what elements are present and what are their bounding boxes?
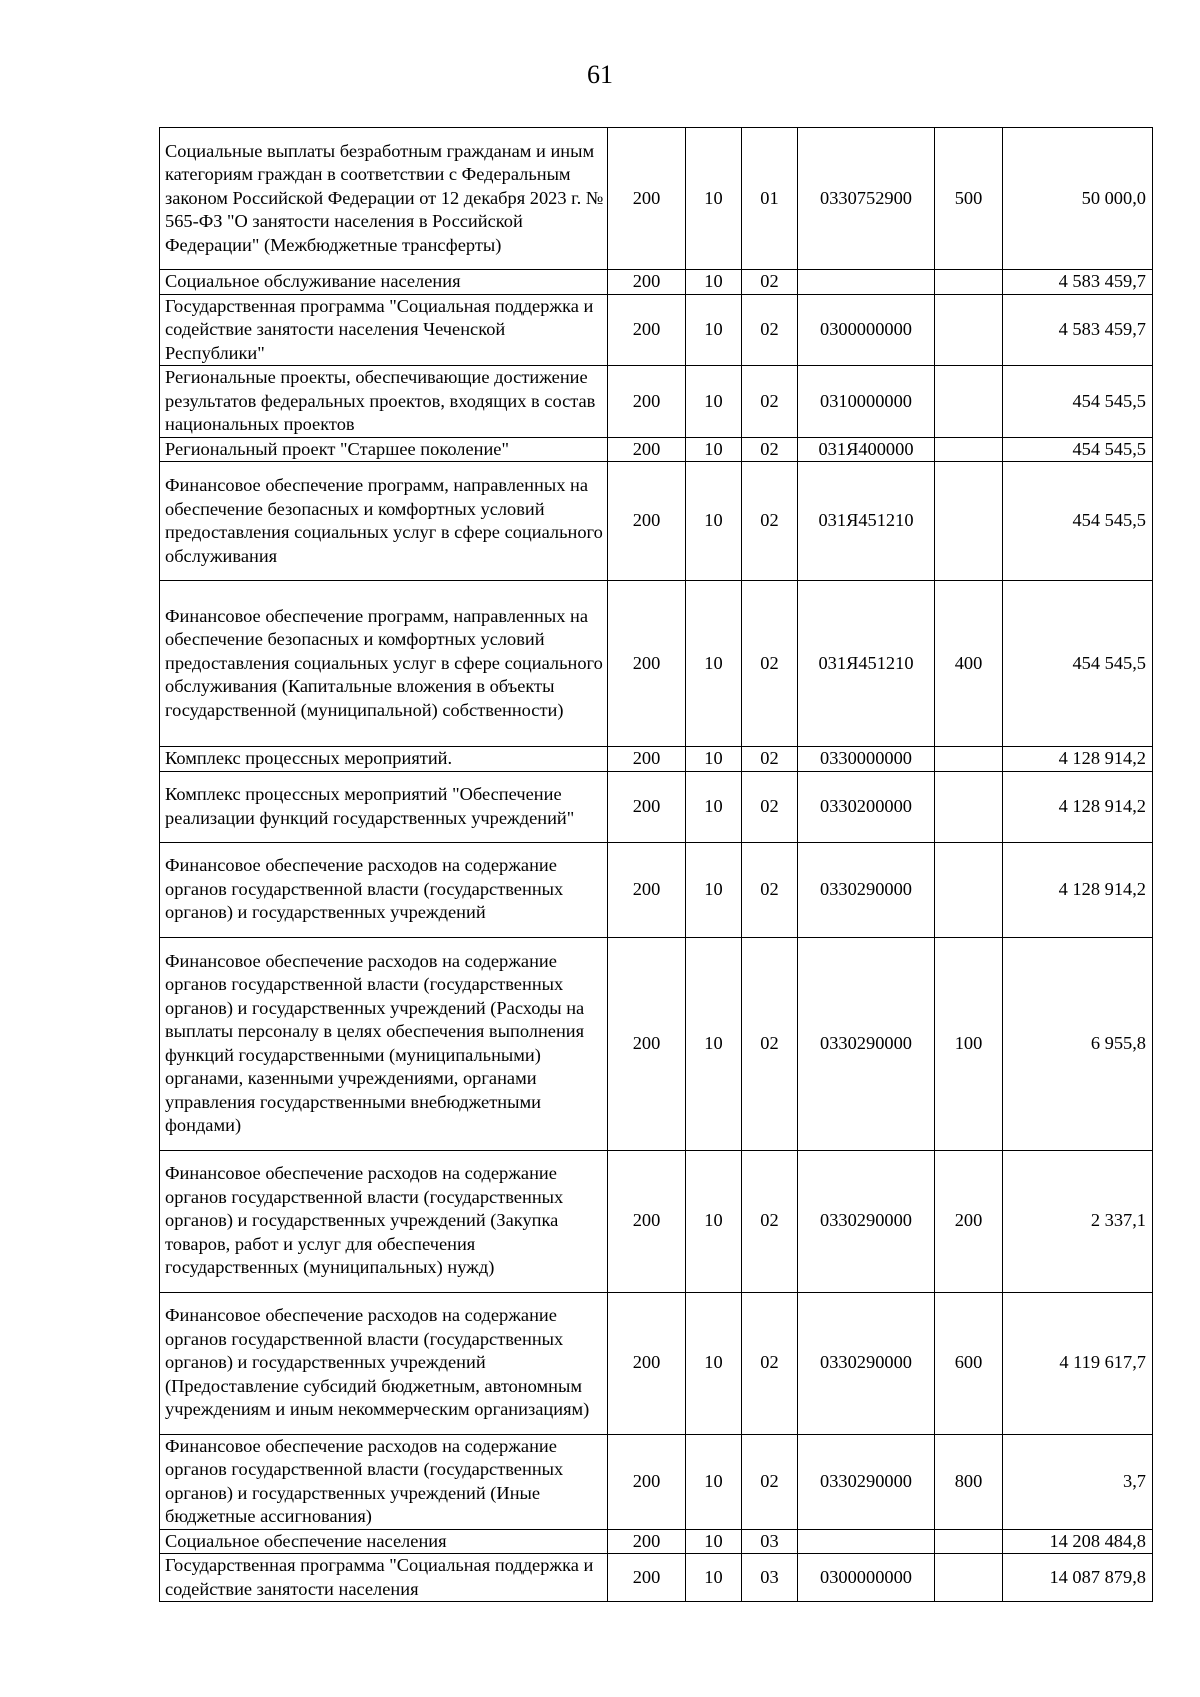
row-name: Финансовое обеспечение расходов на содержание органов государственной власти (государственных органов) и государственных учреждений: [160, 842, 608, 937]
row-target-article-code: 0330752900: [798, 128, 935, 270]
row-section-code: 10: [686, 937, 742, 1150]
row-target-article-code: 0300000000: [798, 1554, 935, 1602]
row-target-article-code: 0300000000: [798, 294, 935, 366]
row-target-article-code: 031Я451210: [798, 581, 935, 747]
row-amount: 6 955,8: [1003, 937, 1153, 1150]
table-row: [160, 294, 1153, 366]
row-name: Финансовое обеспечение расходов на содержание органов государственной власти (государственных органов) и государственных учреждений (Расходы на выплаты персоналу в целях обеспечения выполнения функций государственными (муниципальными) органами, казенными учреждениями, органами управления государственными внебюджетными фондами): [160, 937, 608, 1150]
row-grbs-code: 200: [608, 581, 686, 747]
row-grbs-code: 200: [608, 1150, 686, 1292]
row-subsection-code: 02: [742, 937, 798, 1150]
row-target-article-code: 0330290000: [798, 937, 935, 1150]
row-grbs-code: 200: [608, 1434, 686, 1529]
row-name: Финансовое обеспечение расходов на содержание органов государственной власти (государственных органов) и государственных учреждений (Закупка товаров, работ и услуг для обеспечения государственных (муниципальных) нужд): [160, 1150, 608, 1292]
table-row: [160, 937, 1153, 1150]
row-section-code: 10: [686, 366, 742, 438]
row-expense-type-code: 100: [935, 937, 1003, 1150]
row-name: Социальное обслуживание населения: [160, 270, 608, 295]
row-expense-type-code: [935, 294, 1003, 366]
row-grbs-code: 200: [608, 1292, 686, 1434]
row-grbs-code: 200: [608, 462, 686, 581]
table-row: [160, 771, 1153, 842]
row-target-article-code: 0330290000: [798, 842, 935, 937]
row-subsection-code: 02: [742, 270, 798, 295]
table-row: [160, 270, 1153, 295]
row-grbs-code: 200: [608, 366, 686, 438]
row-expense-type-code: 200: [935, 1150, 1003, 1292]
row-section-code: 10: [686, 437, 742, 462]
row-target-article-code: 0330200000: [798, 771, 935, 842]
row-section-code: 10: [686, 270, 742, 295]
row-subsection-code: 02: [742, 1150, 798, 1292]
row-target-article-code: 0330290000: [798, 1150, 935, 1292]
row-amount: 454 545,5: [1003, 366, 1153, 438]
row-grbs-code: 200: [608, 1554, 686, 1602]
row-name: Комплекс процессных мероприятий "Обеспечение реализации функций государственных учреждений": [160, 771, 608, 842]
table-row: [160, 462, 1153, 581]
row-subsection-code: 02: [742, 1292, 798, 1434]
row-amount: 4 583 459,7: [1003, 270, 1153, 295]
table-row: [160, 1529, 1153, 1554]
row-subsection-code: 02: [742, 747, 798, 772]
row-amount: 14 208 484,8: [1003, 1529, 1153, 1554]
row-expense-type-code: [935, 366, 1003, 438]
row-amount: 2 337,1: [1003, 1150, 1153, 1292]
row-name: Финансовое обеспечение расходов на содержание органов государственной власти (государственных органов) и государственных учреждений (Предоставление субсидий бюджетным, автономным учреждениям и иным некоммерческим организациям): [160, 1292, 608, 1434]
row-name: Финансовое обеспечение программ, направленных на обеспечение безопасных и комфортных условий предоставления социальных услуг в сфере социального обслуживания: [160, 462, 608, 581]
row-section-code: 10: [686, 1434, 742, 1529]
table-row: [160, 437, 1153, 462]
row-expense-type-code: 400: [935, 581, 1003, 747]
row-name: Региональный проект "Старшее поколение": [160, 437, 608, 462]
row-section-code: 10: [686, 294, 742, 366]
row-expense-type-code: [935, 1554, 1003, 1602]
table-row: [160, 1150, 1153, 1292]
row-amount: 454 545,5: [1003, 462, 1153, 581]
table-row: [160, 1292, 1153, 1434]
row-grbs-code: 200: [608, 437, 686, 462]
row-subsection-code: 02: [742, 1434, 798, 1529]
row-amount: 3,7: [1003, 1434, 1153, 1529]
row-target-article-code: 031Я400000: [798, 437, 935, 462]
row-grbs-code: 200: [608, 128, 686, 270]
row-section-code: 10: [686, 842, 742, 937]
row-amount: 4 583 459,7: [1003, 294, 1153, 366]
row-name: Государственная программа "Социальная поддержка и содействие занятости населения: [160, 1554, 608, 1602]
row-section-code: 10: [686, 462, 742, 581]
row-section-code: 10: [686, 1529, 742, 1554]
row-section-code: 10: [686, 1292, 742, 1434]
row-expense-type-code: 500: [935, 128, 1003, 270]
row-amount: 14 087 879,8: [1003, 1554, 1153, 1602]
row-expense-type-code: [935, 842, 1003, 937]
row-expense-type-code: 600: [935, 1292, 1003, 1434]
table-row: [160, 581, 1153, 747]
row-grbs-code: 200: [608, 747, 686, 772]
row-subsection-code: 01: [742, 128, 798, 270]
table-row: [160, 747, 1153, 772]
row-subsection-code: 02: [742, 842, 798, 937]
row-target-article-code: [798, 1529, 935, 1554]
row-amount: 4 119 617,7: [1003, 1292, 1153, 1434]
row-subsection-code: 03: [742, 1554, 798, 1602]
row-name: Финансовое обеспечение программ, направленных на обеспечение безопасных и комфортных условий предоставления социальных услуг в сфере социального обслуживания (Капитальные вложения в объекты государственной (муниципальной) собственности): [160, 581, 608, 747]
row-target-article-code: 0330000000: [798, 747, 935, 772]
row-amount: 4 128 914,2: [1003, 771, 1153, 842]
row-expense-type-code: 800: [935, 1434, 1003, 1529]
row-subsection-code: 02: [742, 581, 798, 747]
row-expense-type-code: [935, 1529, 1003, 1554]
row-name: Региональные проекты, обеспечивающие достижение результатов федеральных проектов, входящих в состав национальных проектов: [160, 366, 608, 438]
row-subsection-code: 03: [742, 1529, 798, 1554]
row-grbs-code: 200: [608, 270, 686, 295]
row-grbs-code: 200: [608, 294, 686, 366]
table-row: [160, 842, 1153, 937]
row-grbs-code: 200: [608, 937, 686, 1150]
table-row: [160, 1554, 1153, 1602]
row-expense-type-code: [935, 462, 1003, 581]
row-section-code: 10: [686, 771, 742, 842]
row-subsection-code: 02: [742, 437, 798, 462]
row-grbs-code: 200: [608, 771, 686, 842]
row-target-article-code: 0330290000: [798, 1434, 935, 1529]
table-row: [160, 1434, 1153, 1529]
row-name: Социальное обеспечение населения: [160, 1529, 608, 1554]
row-name: Финансовое обеспечение расходов на содержание органов государственной власти (государственных органов) и государственных учреждений (Иные бюджетные ассигнования): [160, 1434, 608, 1529]
row-name: Социальные выплаты безработным гражданам и иным категориям граждан в соответствии с Федеральным законом Российской Федерации от 12 декабря 2023 г. № 565-ФЗ "О занятости населения в Российской Федерации" (Межбюджетные трансферты): [160, 128, 608, 270]
row-subsection-code: 02: [742, 294, 798, 366]
row-grbs-code: 200: [608, 1529, 686, 1554]
row-name: Комплекс процессных мероприятий.: [160, 747, 608, 772]
row-expense-type-code: [935, 270, 1003, 295]
row-name: Государственная программа "Социальная поддержка и содействие занятости населения Чеченской Республики": [160, 294, 608, 366]
table-row: [160, 128, 1153, 270]
budget-table: [159, 127, 1153, 1602]
row-grbs-code: 200: [608, 842, 686, 937]
page-number: 61: [587, 60, 613, 89]
row-amount: 4 128 914,2: [1003, 842, 1153, 937]
row-subsection-code: 02: [742, 366, 798, 438]
row-expense-type-code: [935, 747, 1003, 772]
row-target-article-code: 031Я451210: [798, 462, 935, 581]
row-subsection-code: 02: [742, 462, 798, 581]
row-section-code: 10: [686, 128, 742, 270]
row-subsection-code: 02: [742, 771, 798, 842]
row-section-code: 10: [686, 747, 742, 772]
row-target-article-code: 0330290000: [798, 1292, 935, 1434]
row-section-code: 10: [686, 1554, 742, 1602]
row-expense-type-code: [935, 437, 1003, 462]
row-amount: 454 545,5: [1003, 581, 1153, 747]
row-target-article-code: 0310000000: [798, 366, 935, 438]
row-amount: 4 128 914,2: [1003, 747, 1153, 772]
row-section-code: 10: [686, 581, 742, 747]
row-target-article-code: [798, 270, 935, 295]
row-amount: 454 545,5: [1003, 437, 1153, 462]
table-row: [160, 366, 1153, 438]
row-amount: 50 000,0: [1003, 128, 1153, 270]
row-section-code: 10: [686, 1150, 742, 1292]
row-expense-type-code: [935, 771, 1003, 842]
